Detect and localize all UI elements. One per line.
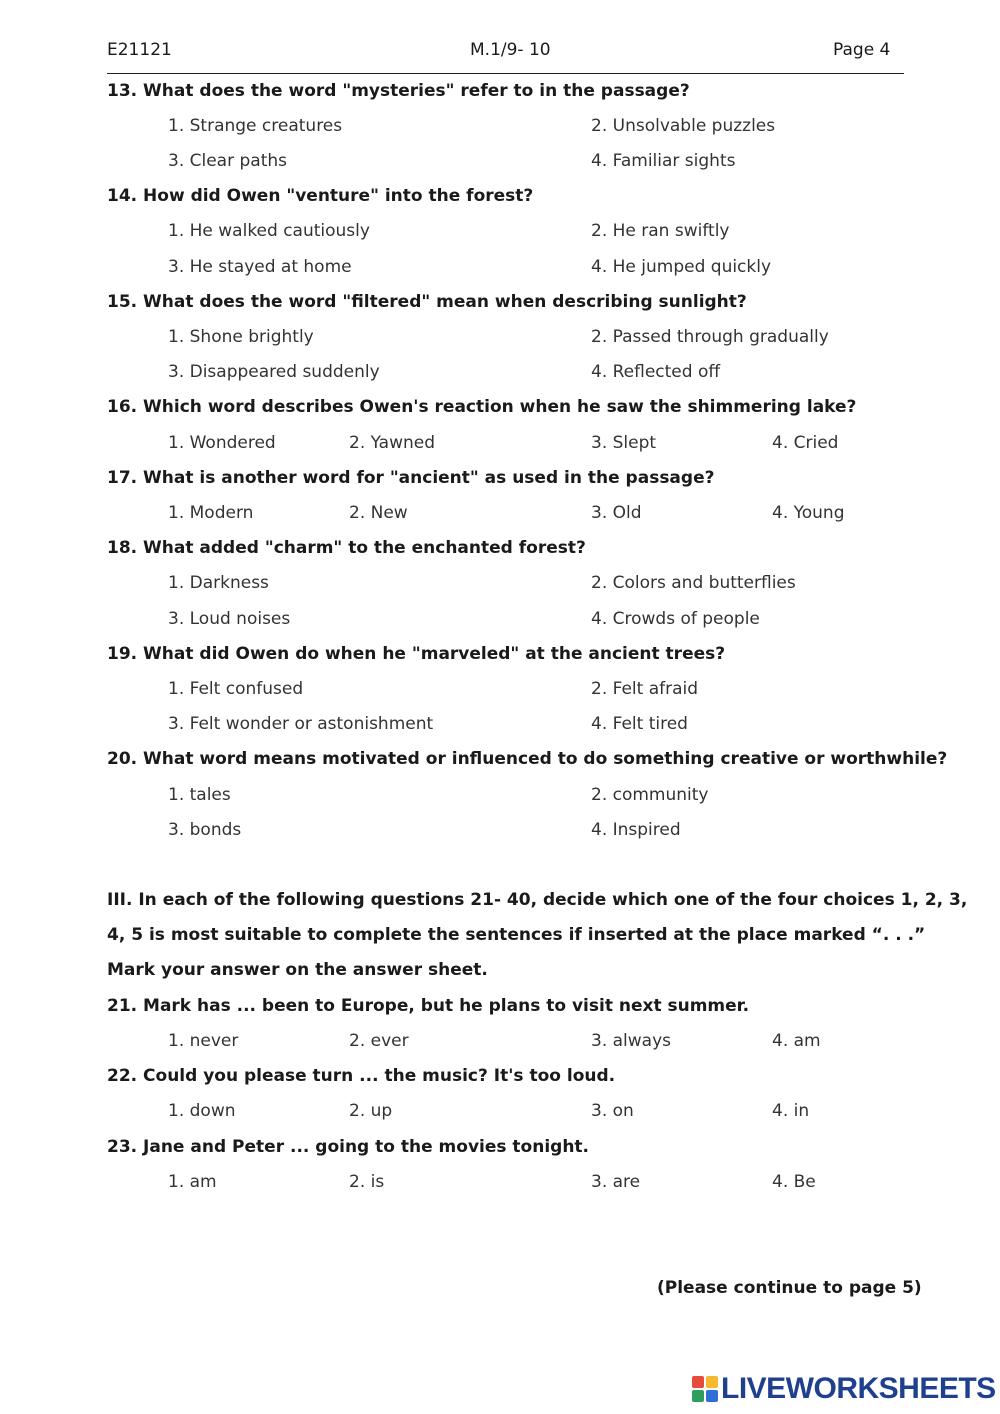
q18-option-2[interactable]: 2. Colors and butterflies [591, 573, 796, 593]
section-3-instructions-line-3: Mark your answer on the answer sheet. [107, 960, 488, 980]
q20-option-4[interactable]: 4. Inspired [591, 820, 681, 840]
q19-option-2[interactable]: 2. Felt afraid [591, 679, 699, 699]
q21-option-4[interactable]: 4. am [772, 1031, 821, 1051]
q18-option-3[interactable]: 3. Loud noises [168, 609, 291, 629]
header-divider [107, 73, 904, 74]
q19-option-4[interactable]: 4. Felt tired [591, 714, 688, 734]
q13-option-4[interactable]: 4. Familiar sights [591, 151, 736, 171]
liveworksheets-logo[interactable] [692, 1374, 996, 1404]
q13-option-1[interactable]: 1. Strange creatures [168, 116, 343, 136]
q13-option-2[interactable]: 2. Unsolvable puzzles [591, 116, 776, 136]
q20-option-2[interactable]: 2. community [591, 785, 709, 805]
q17-option-1[interactable]: 1. Modern [168, 503, 254, 523]
question-17: 17. What is another word for "ancient" as used in the passage? [107, 468, 715, 488]
q19-option-3[interactable]: 3. Felt wonder or astonishment [168, 714, 434, 734]
q22-option-4[interactable]: 4. in [772, 1101, 810, 1121]
q17-option-2[interactable]: 2. New [349, 503, 408, 523]
question-15: 15. What does the word "filtered" mean when describing sunlight? [107, 292, 747, 312]
section-3-instructions-line-2: 4, 5 is most suitable to complete the sentences if inserted at the place marked “. . .” [107, 925, 926, 945]
question-23: 23. Jane and Peter ... going to the movies tonight. [107, 1137, 590, 1157]
question-18: 18. What added "charm" to the enchanted forest? [107, 538, 586, 558]
q18-option-4[interactable]: 4. Crowds of people [591, 609, 760, 629]
course-code: E21121 [107, 40, 172, 60]
q22-option-3[interactable]: 3. on [591, 1101, 634, 1121]
continue-note: (Please continue to page 5) [657, 1278, 922, 1298]
q21-option-1[interactable]: 1. never [168, 1031, 239, 1051]
q14-option-2[interactable]: 2. He ran swiftly [591, 221, 730, 241]
q15-option-4[interactable]: 4. Reflected off [591, 362, 721, 382]
question-13: 13. What does the word "mysteries" refer to in the passage? [107, 81, 690, 101]
q16-option-4[interactable]: 4. Cried [772, 433, 839, 453]
question-22: 22. Could you please turn ... the music? It's too loud. [107, 1066, 616, 1086]
q14-option-4[interactable]: 4. He jumped quickly [591, 257, 772, 277]
liveworksheets-logo-icon [692, 1376, 718, 1402]
q16-option-3[interactable]: 3. Slept [591, 433, 657, 453]
q23-option-1[interactable]: 1. am [168, 1172, 217, 1192]
q15-option-3[interactable]: 3. Disappeared suddenly [168, 362, 380, 382]
brand-name: LIVEWORKSHEETS [721, 1372, 996, 1405]
question-14: 14. How did Owen "venture" into the forest? [107, 186, 534, 206]
q14-option-1[interactable]: 1. He walked cautiously [168, 221, 370, 241]
q18-option-1[interactable]: 1. Darkness [168, 573, 269, 593]
section-3-instructions-line-1: III. In each of the following questions 21- 40, decide which one of the four choices 1, 2, 3, [107, 890, 968, 910]
class-label: M.1/9- 10 [470, 40, 551, 60]
q14-option-3[interactable]: 3. He stayed at home [168, 257, 352, 277]
q23-option-2[interactable]: 2. is [349, 1172, 385, 1192]
q15-option-1[interactable]: 1. Shone brightly [168, 327, 314, 347]
q20-option-1[interactable]: 1. tales [168, 785, 231, 805]
page-number: Page 4 [833, 40, 891, 60]
q17-option-3[interactable]: 3. Old [591, 503, 642, 523]
q23-option-3[interactable]: 3. are [591, 1172, 641, 1192]
question-19: 19. What did Owen do when he "marveled" at the ancient trees? [107, 644, 726, 664]
q22-option-2[interactable]: 2. up [349, 1101, 393, 1121]
q13-option-3[interactable]: 3. Clear paths [168, 151, 287, 171]
q15-option-2[interactable]: 2. Passed through gradually [591, 327, 829, 347]
question-21: 21. Mark has ... been to Europe, but he plans to visit next summer. [107, 996, 750, 1016]
q19-option-1[interactable]: 1. Felt confused [168, 679, 304, 699]
q21-option-2[interactable]: 2. ever [349, 1031, 409, 1051]
question-16: 16. Which word describes Owen's reaction when he saw the shimmering lake? [107, 397, 857, 417]
q22-option-1[interactable]: 1. down [168, 1101, 236, 1121]
q16-option-1[interactable]: 1. Wondered [168, 433, 276, 453]
q16-option-2[interactable]: 2. Yawned [349, 433, 436, 453]
q23-option-4[interactable]: 4. Be [772, 1172, 816, 1192]
question-20: 20. What word means motivated or influenced to do something creative or worthwhile? [107, 749, 948, 769]
q21-option-3[interactable]: 3. always [591, 1031, 672, 1051]
q20-option-3[interactable]: 3. bonds [168, 820, 242, 840]
q17-option-4[interactable]: 4. Young [772, 503, 845, 523]
